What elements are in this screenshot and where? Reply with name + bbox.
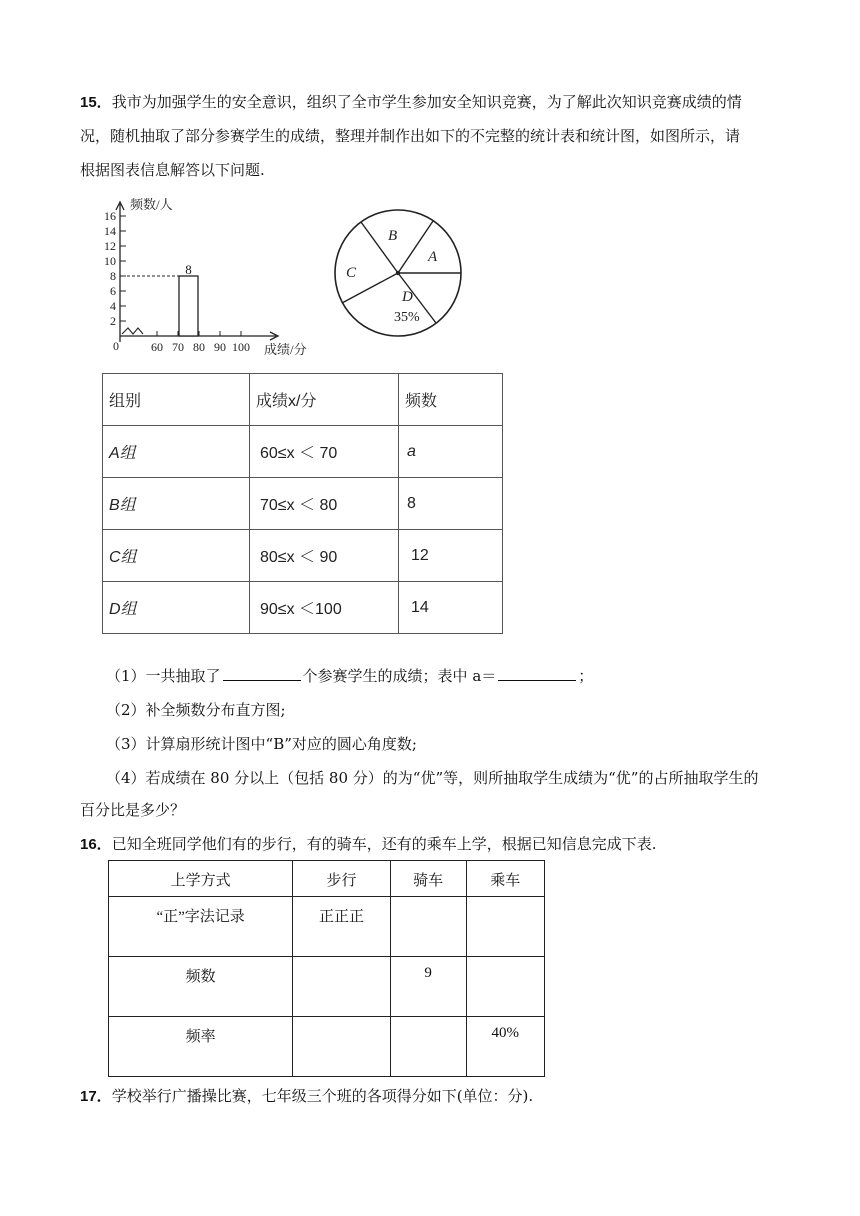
commute-table	[108, 860, 545, 1077]
x-tick-label: 60	[151, 340, 163, 354]
cell-bus-rate: 40%	[466, 1017, 544, 1077]
cell-bike-tally[interactable]	[390, 897, 466, 957]
bar-70-80	[179, 276, 198, 336]
cell-group: C组	[103, 530, 250, 582]
q15-sub1	[106, 666, 593, 686]
table-row	[109, 957, 545, 1017]
y-tick-label: 6	[110, 284, 116, 298]
cell-frequency: a	[399, 426, 503, 478]
cell-bike-rate[interactable]	[390, 1017, 466, 1077]
cell-walk-rate[interactable]	[293, 1017, 390, 1077]
pie-label-b: B	[388, 228, 398, 244]
sub1-part-b: 个参赛学生的成绩；表中 a＝	[302, 667, 497, 685]
table-header-row	[103, 374, 503, 426]
table-row	[109, 1017, 545, 1077]
axis-break	[122, 328, 143, 334]
q15-sub3: （3）计算扇形统计图中“B”对应的圆心角度数;	[106, 735, 417, 753]
pie-label-a: A	[428, 249, 438, 265]
sub1-part-a: （1）一共抽取了	[106, 667, 221, 685]
table-row	[103, 426, 503, 478]
table-row	[109, 897, 545, 957]
q15-line3: 根据图表信息解答以下问题.	[80, 161, 265, 179]
pie-label-d: D	[402, 289, 413, 305]
q15-sub4-line2: 百分比是多少？	[80, 801, 186, 819]
y-tick-label: 16	[104, 209, 116, 223]
cell-bus-tally[interactable]	[466, 897, 544, 957]
bar-value-label: 8	[185, 262, 192, 277]
header-score: 成绩x/分	[250, 374, 399, 426]
cell-group: B组	[103, 478, 250, 530]
x-tick-label: 70	[172, 340, 184, 354]
score-table	[102, 373, 503, 634]
answer-blank-1[interactable]	[223, 666, 301, 681]
header-frequency: 频数	[399, 374, 503, 426]
header-commute-method: 上学方式	[109, 861, 293, 897]
q15-sub4-line1: （4）若成绩在 80 分以上（包括 80 分）的为“优”等，则所抽取学生成绩为“优”的占所抽取学生的	[106, 769, 759, 787]
table-row	[103, 478, 503, 530]
table-header-row	[109, 861, 545, 897]
pie-center	[396, 271, 400, 275]
q15-sub2: （2）补全频数分布直方图;	[106, 701, 286, 719]
cell-range: 60≤x ＜ 70	[250, 426, 399, 478]
q17-number: 17．	[80, 1088, 112, 1105]
cell-range: 70≤x ＜ 80	[250, 478, 399, 530]
pie-label-d-percent: 35%	[394, 310, 420, 325]
row-label-rate: 频率	[109, 1017, 293, 1077]
pie-label-c: C	[346, 265, 357, 281]
cell-walk-frequency[interactable]	[293, 957, 390, 1017]
table-row	[103, 582, 503, 634]
y-axis-label: 频数/人	[130, 197, 173, 212]
y-tick-label: 14	[104, 224, 116, 238]
origin-label: 0	[113, 339, 119, 353]
cell-range: 90≤x ＜100	[250, 582, 399, 634]
cell-walk-tally: 正正正	[293, 897, 390, 957]
x-tick-label: 90	[214, 340, 226, 354]
q15-line2: 况，随机抽取了部分参赛学生的成绩，整理并制作出如下的不完整的统计表和统计图，如图所示，请	[80, 127, 741, 145]
y-tick-label: 2	[110, 314, 116, 328]
row-label-frequency: 频数	[109, 957, 293, 1017]
answer-blank-2[interactable]	[498, 666, 576, 681]
cell-frequency: 14	[399, 582, 503, 634]
q15-number: 15．	[80, 94, 112, 111]
y-tick-label: 4	[110, 299, 116, 313]
header-bike: 骑车	[390, 861, 466, 897]
cell-group: A组	[103, 426, 250, 478]
y-tick-label: 8	[110, 269, 116, 283]
row-label-tally: “正”字法记录	[109, 897, 293, 957]
x-tick-label: 80	[193, 340, 205, 354]
x-tick-label: 100	[232, 340, 250, 354]
histogram-chart	[100, 192, 320, 362]
q16-line	[80, 834, 656, 855]
x-axis-label: 成绩/分	[264, 342, 307, 357]
pie-chart	[330, 205, 470, 345]
header-group: 组别	[103, 374, 250, 426]
q15-text-1: 我市为加强学生的安全意识，组织了全市学生参加安全知识竞赛，为了解此次知识竞赛成绩的情	[111, 93, 742, 111]
cell-frequency: 12	[399, 530, 503, 582]
sub1-part-c: ；	[578, 667, 594, 685]
q16-text: 已知全班同学他们有的步行，有的骑车，还有的乘车上学，根据已知信息完成下表.	[111, 835, 657, 853]
q16-number: 16．	[80, 836, 112, 853]
cell-group: D组	[103, 582, 250, 634]
table-row	[103, 530, 503, 582]
header-walk: 步行	[293, 861, 390, 897]
q15-line1	[80, 92, 742, 113]
q17-text: 学校举行广播操比赛，七年级三个班的各项得分如下(单位：分).	[111, 1087, 534, 1105]
y-tick-label: 12	[104, 239, 116, 253]
cell-frequency: 8	[399, 478, 503, 530]
q17-line	[80, 1086, 533, 1107]
header-bus: 乘车	[466, 861, 544, 897]
cell-bus-frequency[interactable]	[466, 957, 544, 1017]
cell-bike-frequency: 9	[390, 957, 466, 1017]
y-tick-label: 10	[104, 254, 116, 268]
cell-range: 80≤x ＜ 90	[250, 530, 399, 582]
